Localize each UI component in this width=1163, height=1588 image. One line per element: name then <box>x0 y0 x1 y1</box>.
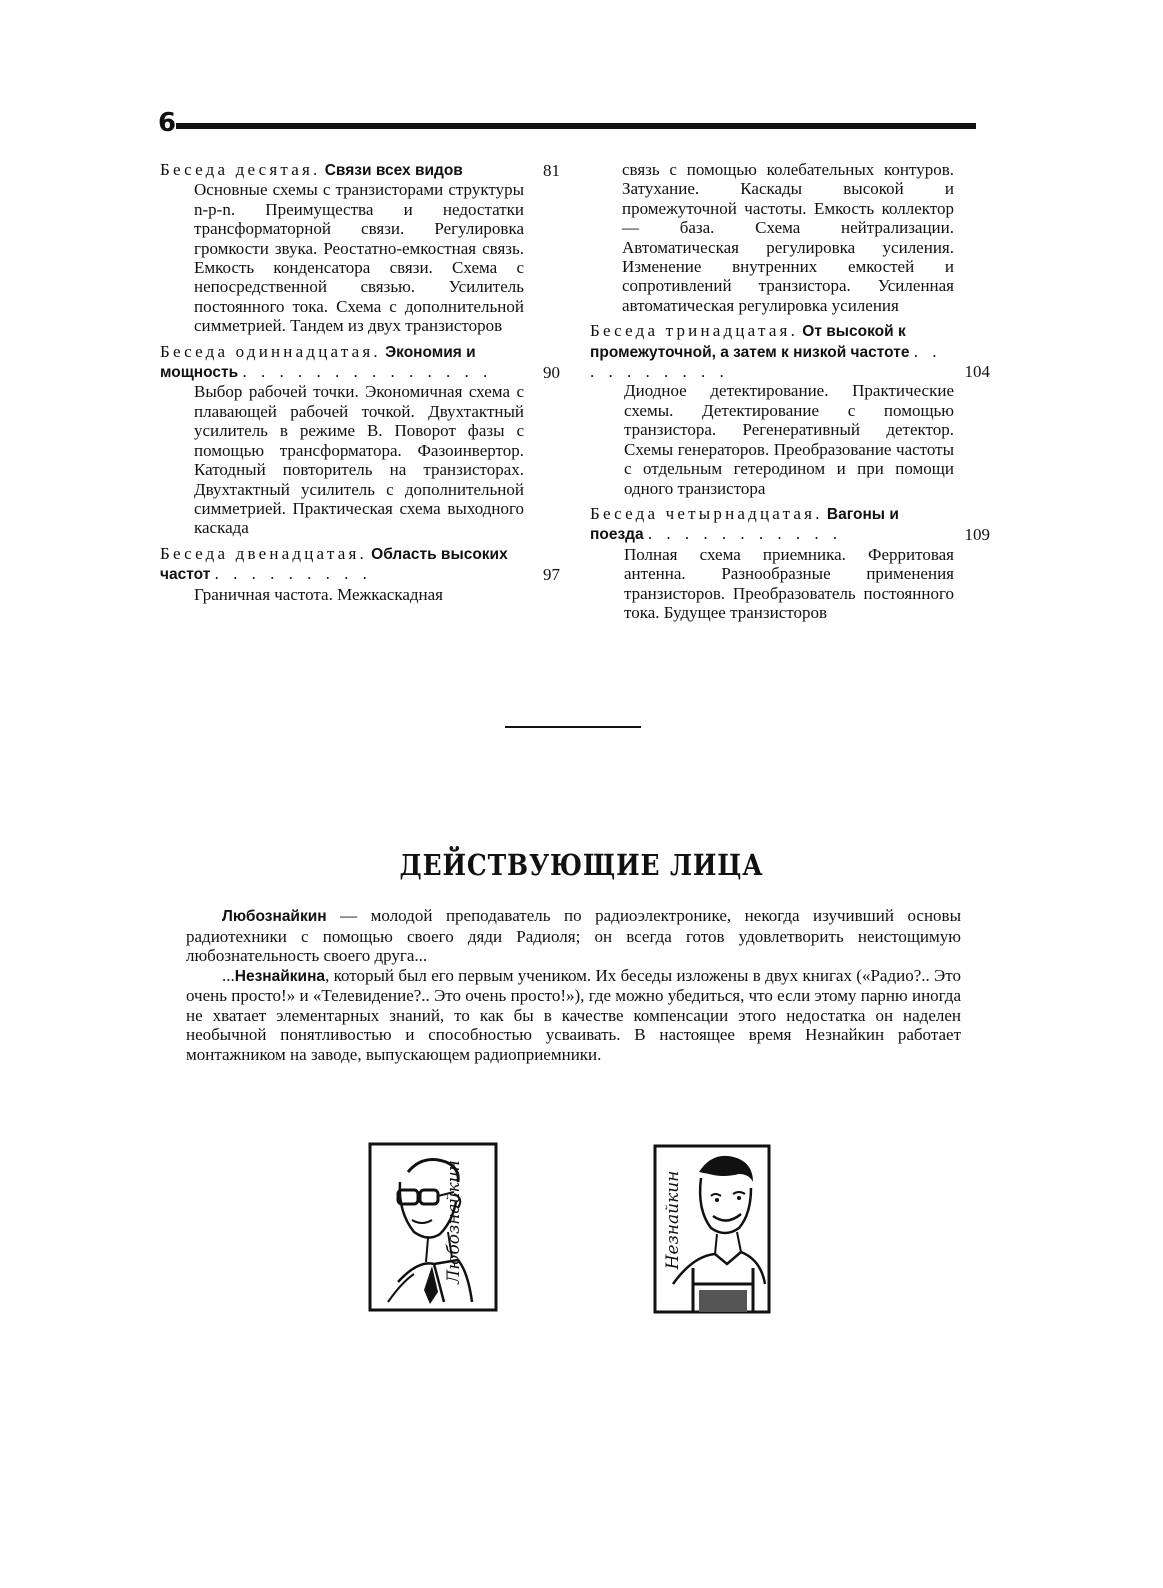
toc-entry-page: 97 <box>543 565 560 585</box>
toc-entry-title: От высокой к промежуточной, а затем к низкой частоте <box>590 323 910 361</box>
toc-entry-body: Полная схема приемника. Ферритовая антенна. Разнообразные применения транзисторов. Преобразователь постоянного тока. Будущее транзисторов <box>624 544 954 622</box>
toc-leader-dots: . . . . . . . . . . . <box>647 524 843 544</box>
toc-entry-page: 104 <box>964 362 990 382</box>
toc-entry <box>160 342 560 538</box>
toc-entry-body: Основные схемы с транзисторами структуры n-p-n. Преимущества и недостатки трансформаторной связи. Регулировка громкости звука. Реостатно-емкостная связь. Емкость конденсатора связи. Схема с непосредственной связью. Усилитель постоянного тока. Схема с дополнительной симметрией. Тандем из двух транзисторов <box>194 180 524 336</box>
toc-entry-continued <box>590 160 990 315</box>
toc-leader-dots: . . . . . . . . . . . . . . <box>242 362 493 382</box>
portrait-caption: Незнайкин <box>663 1170 683 1270</box>
portrait-illustration <box>368 1142 498 1312</box>
toc-entry-page: 109 <box>964 525 990 545</box>
toc-entry-page: 81 <box>543 161 560 180</box>
portrait-neznaykin <box>653 1144 771 1314</box>
toc-entry-body: Диодное детектирование. Практические схемы. Детектирование с помощью транзистора. Регенеративный детектор. Схемы генераторов. Преобразование частоты с отдельным гетеродином и при помощи одного транзистора <box>624 381 954 498</box>
toc-entry-label: Беседа одиннадцатая. <box>160 341 381 361</box>
section-divider <box>505 726 641 728</box>
toc-leader-dots: . . . . . . . . . <box>214 564 372 584</box>
section-title: ДЕЙСТВУЮЩИЕ ЛИЦА <box>399 848 764 882</box>
toc-entry <box>590 504 990 622</box>
intro-paragraph: Любознайкин — молодой преподаватель по радиоэлектронике, некогда изучивший основы радиотехники с помощью своего дяди Радиоля; он всегда готов удовлетворить неистощимую любознательность своего друга... <box>186 906 961 965</box>
toc-entry-label: Беседа десятая. <box>160 160 321 179</box>
toc-entry <box>590 321 990 498</box>
toc-entry-title: Экономия и мощность <box>160 343 476 382</box>
toc-column-left <box>160 160 560 610</box>
character-name: Любознайкин <box>222 908 327 925</box>
toc-entry-title: Область высоких частот <box>160 545 508 584</box>
toc-entry <box>160 544 560 604</box>
toc-entry-body: Граничная частота. Межкаскадная <box>194 584 443 604</box>
toc-entry-label: Беседа четырнадцатая. <box>590 503 823 523</box>
intro-paragraph: ...Незнайкина, который был его первым учеником. Их беседы изложены в двух книгах («Радио?.. Это очень просто!» и «Телевидение?.. Это очень просто!»), где можно убедиться, что если этому парню иногда не хватает элементарных знаний, то как бы в качестве компенсации этого недостатка он наделен необычной понятливостью и способностью усваивать. В настоящее время Незнайкин работает монтажником на заводе, выпускающем радиоприемники. <box>186 965 961 1064</box>
toc-entry-title: Вагоны и поезда <box>590 505 899 544</box>
toc-entry-page: 90 <box>543 363 560 383</box>
toc-entry-label: Беседа тринадцатая. <box>590 321 799 341</box>
toc-entry-title: Связи всех видов <box>324 162 463 179</box>
toc-column-right <box>590 160 990 628</box>
portrait-lyuboznaykin <box>368 1142 498 1312</box>
character-name: Незнайкина <box>234 967 326 985</box>
toc-entry-body: Выбор рабочей точки. Экономичная схема с плавающей рабочей точкой. Двухтактный усилитель в режиме В. Поворот фазы с помощью трансформатора. Фазоинвертор. Катодный повторитель на транзисторах. Двухтактный усилитель с дополнительной симметрией. Практическая схема выходного каскада <box>194 382 524 538</box>
characters-intro <box>186 906 961 1064</box>
toc-entry-body: связь с помощью колебательных контуров. Затухание. Каскады высокой и промежуточной частоты. Емкость коллектор — база. Схема нейтрализации. Автоматическая регулировка усиления. Изменение внутренних емкостей и сопротивлений транзистора. Усиленная автоматическая регулировка усиления <box>622 160 954 315</box>
toc-leader-dots: . . . . . . . . . . <box>590 341 942 382</box>
toc-entry-label: Беседа двенадцатая. <box>160 543 367 563</box>
header-rule <box>176 123 976 129</box>
toc-entry <box>160 160 560 336</box>
portrait-caption: Любознайкин <box>444 1160 464 1284</box>
page-number: 6 <box>158 108 177 138</box>
